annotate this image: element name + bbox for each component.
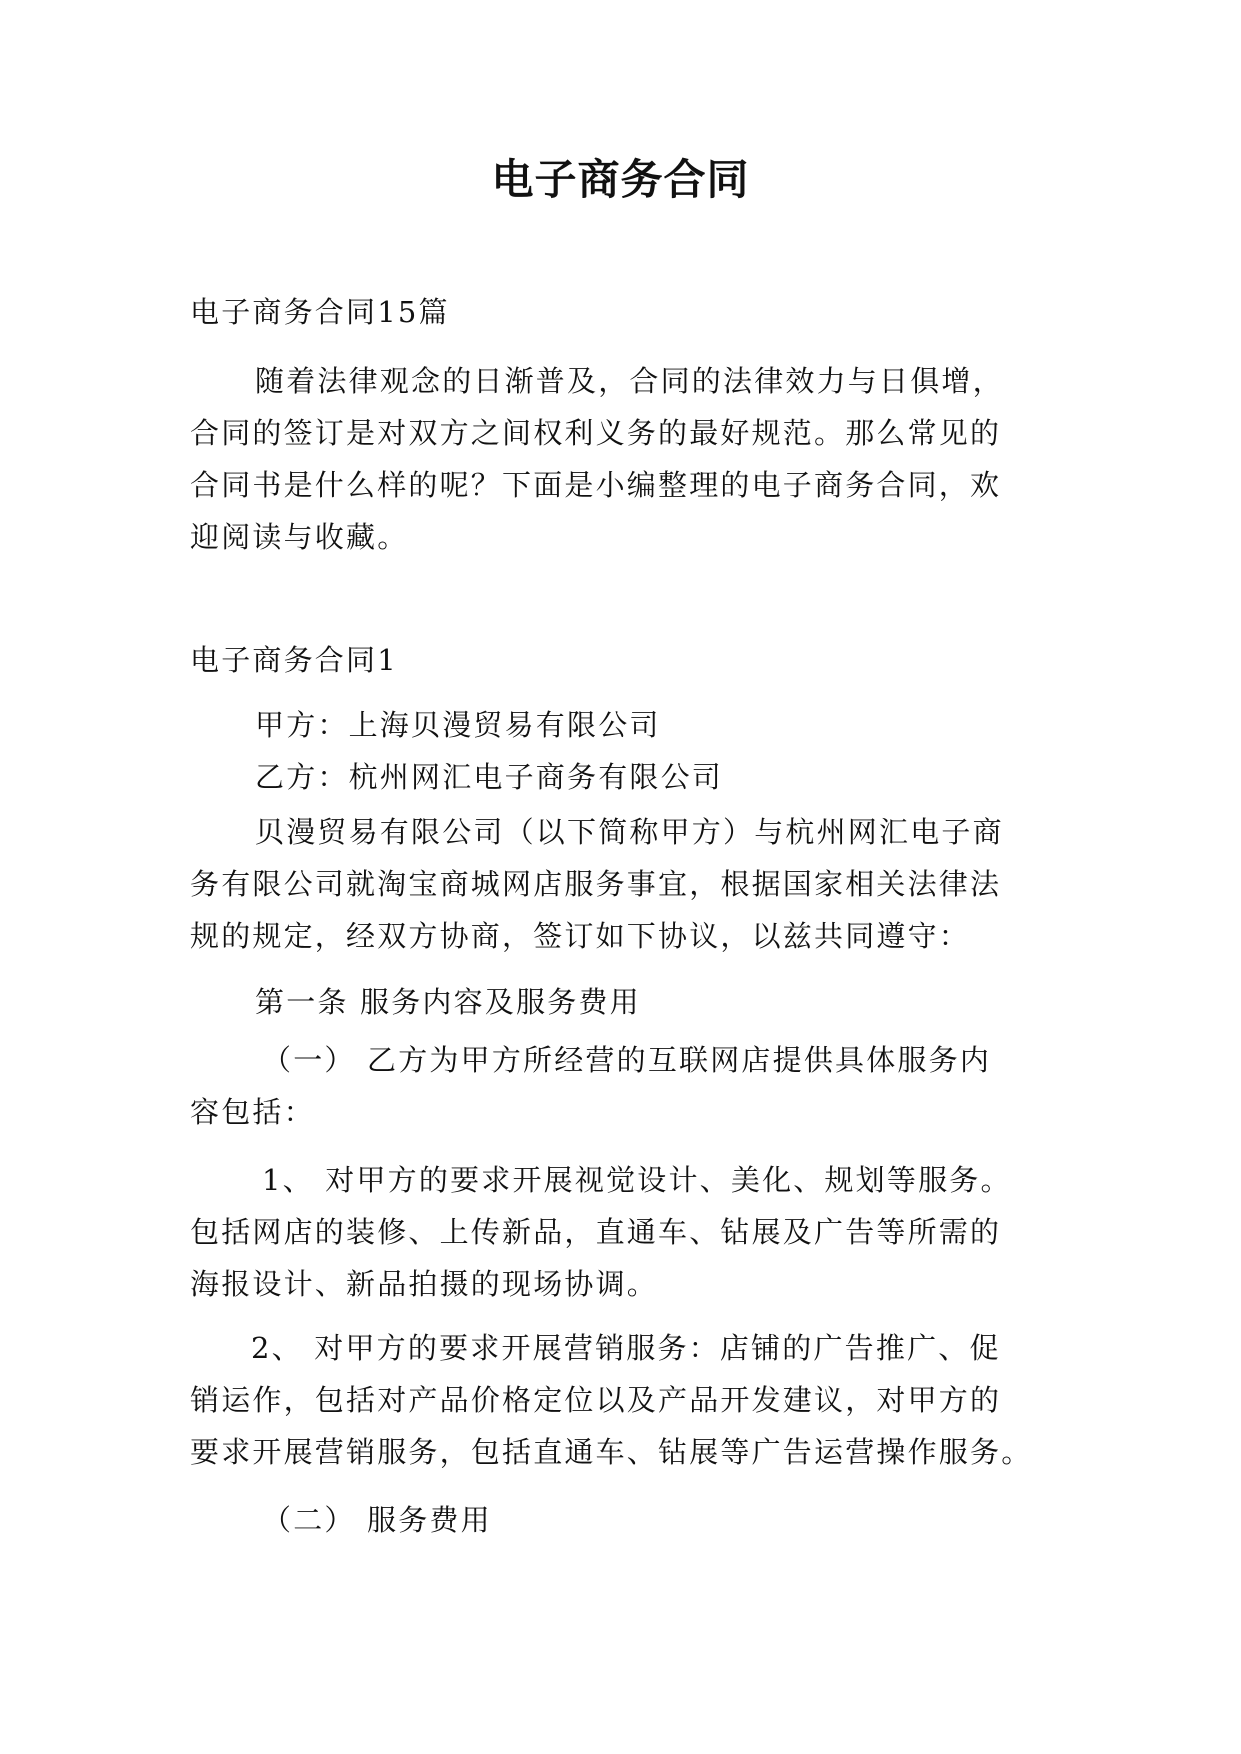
- contract-heading: 电子商务合同1: [190, 643, 398, 677]
- clause-item-line: 包括网店的装修、上传新品，直通车、钻展及广告等所需的: [190, 1215, 1002, 1249]
- clause-item-line: 1、 对甲方的要求开展视觉设计、美化、规划等服务。: [262, 1163, 1012, 1197]
- preamble-line: 务有限公司就淘宝商城网店服务事宜，根据国家相关法律法: [190, 867, 1002, 901]
- subsection-heading: （二） 服务费用: [262, 1503, 492, 1537]
- party-b-line: 乙方：杭州网汇电子商务有限公司: [255, 760, 724, 794]
- preamble-line: 贝漫贸易有限公司（以下简称甲方）与杭州网汇电子商: [255, 815, 1004, 849]
- series-heading: 电子商务合同15篇: [190, 295, 450, 329]
- intro-paragraph-line: 合同的签订是对双方之间权利义务的最好规范。那么常见的: [190, 416, 1002, 450]
- clause-line: （一） 乙方为甲方所经营的互联网店提供具体服务内: [262, 1043, 992, 1077]
- clause-item-line: 海报设计、新品拍摄的现场协调。: [190, 1267, 659, 1301]
- intro-paragraph-line: 随着法律观念的日渐普及，合同的法律效力与日俱增，: [255, 364, 1004, 398]
- article-heading: 第一条 服务内容及服务费用: [255, 985, 641, 1019]
- clause-item-line: 2、 对甲方的要求开展营销服务：店铺的广告推广、促: [251, 1331, 1001, 1365]
- party-a-line: 甲方：上海贝漫贸易有限公司: [255, 708, 661, 742]
- intro-paragraph-line: 迎阅读与收藏。: [190, 520, 409, 554]
- clause-item-line: 要求开展营销服务，包括直通车、钻展等广告运营操作服务。: [190, 1435, 1033, 1469]
- preamble-line: 规的规定，经双方协商，签订如下协议，以兹共同遵守：: [190, 919, 971, 953]
- intro-paragraph-line: 合同书是什么样的呢？下面是小编整理的电子商务合同，欢: [190, 468, 1002, 502]
- clause-line: 容包括：: [190, 1095, 315, 1129]
- clause-item-line: 销运作，包括对产品价格定位以及产品开发建议，对甲方的: [190, 1383, 1002, 1417]
- document-title: 电子商务合同: [491, 155, 750, 204]
